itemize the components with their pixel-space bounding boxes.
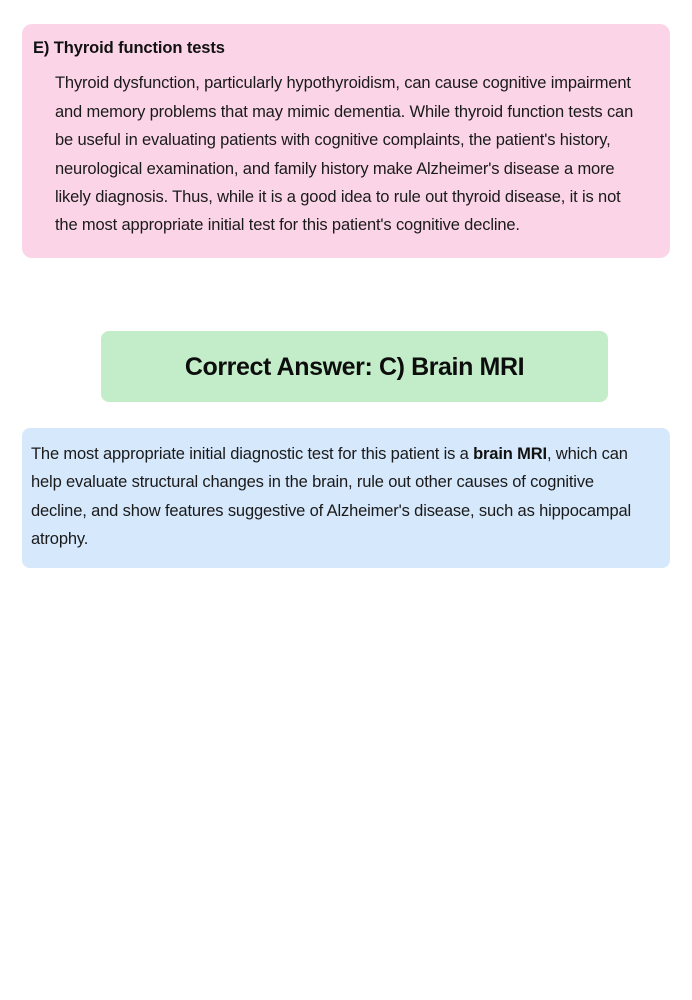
correct-answer-banner (101, 331, 608, 402)
correct-answer-label: Correct Answer: C) Brain MRI (184, 352, 525, 381)
distractor-option-card (22, 24, 670, 258)
explanation-text-tail: , which can help evaluate structural changes in the brain, rule out other causes of cognitive decline, and show features suggestive of Alzheimer's disease, such as hippocampal atrophy. (31, 445, 632, 549)
correct-answer-explanation-card (22, 428, 670, 568)
explanation-text-lead: The most appropriate initial diagnostic test for this patient is a (31, 445, 474, 463)
distractor-option-explanation: Thyroid dysfunction, particularly hypothyroidism, can cause cognitive impairment and memory problems that may mimic dementia. While thyroid function tests can be useful in evaluating patients with cognitive complaints, the patient's history, neurological examination, and family history make Alzheimer's disease a more likely diagnosis. Thus, while it is a good idea to rule out thyroid disease, it is not the most appropriate initial test for this patient's cognitive decline. (55, 74, 634, 235)
correct-answer-explanation-text (31, 440, 646, 554)
distractor-option-title: E) Thyroid function tests (33, 39, 225, 57)
explanation-bold-term: brain MRI (473, 445, 547, 463)
